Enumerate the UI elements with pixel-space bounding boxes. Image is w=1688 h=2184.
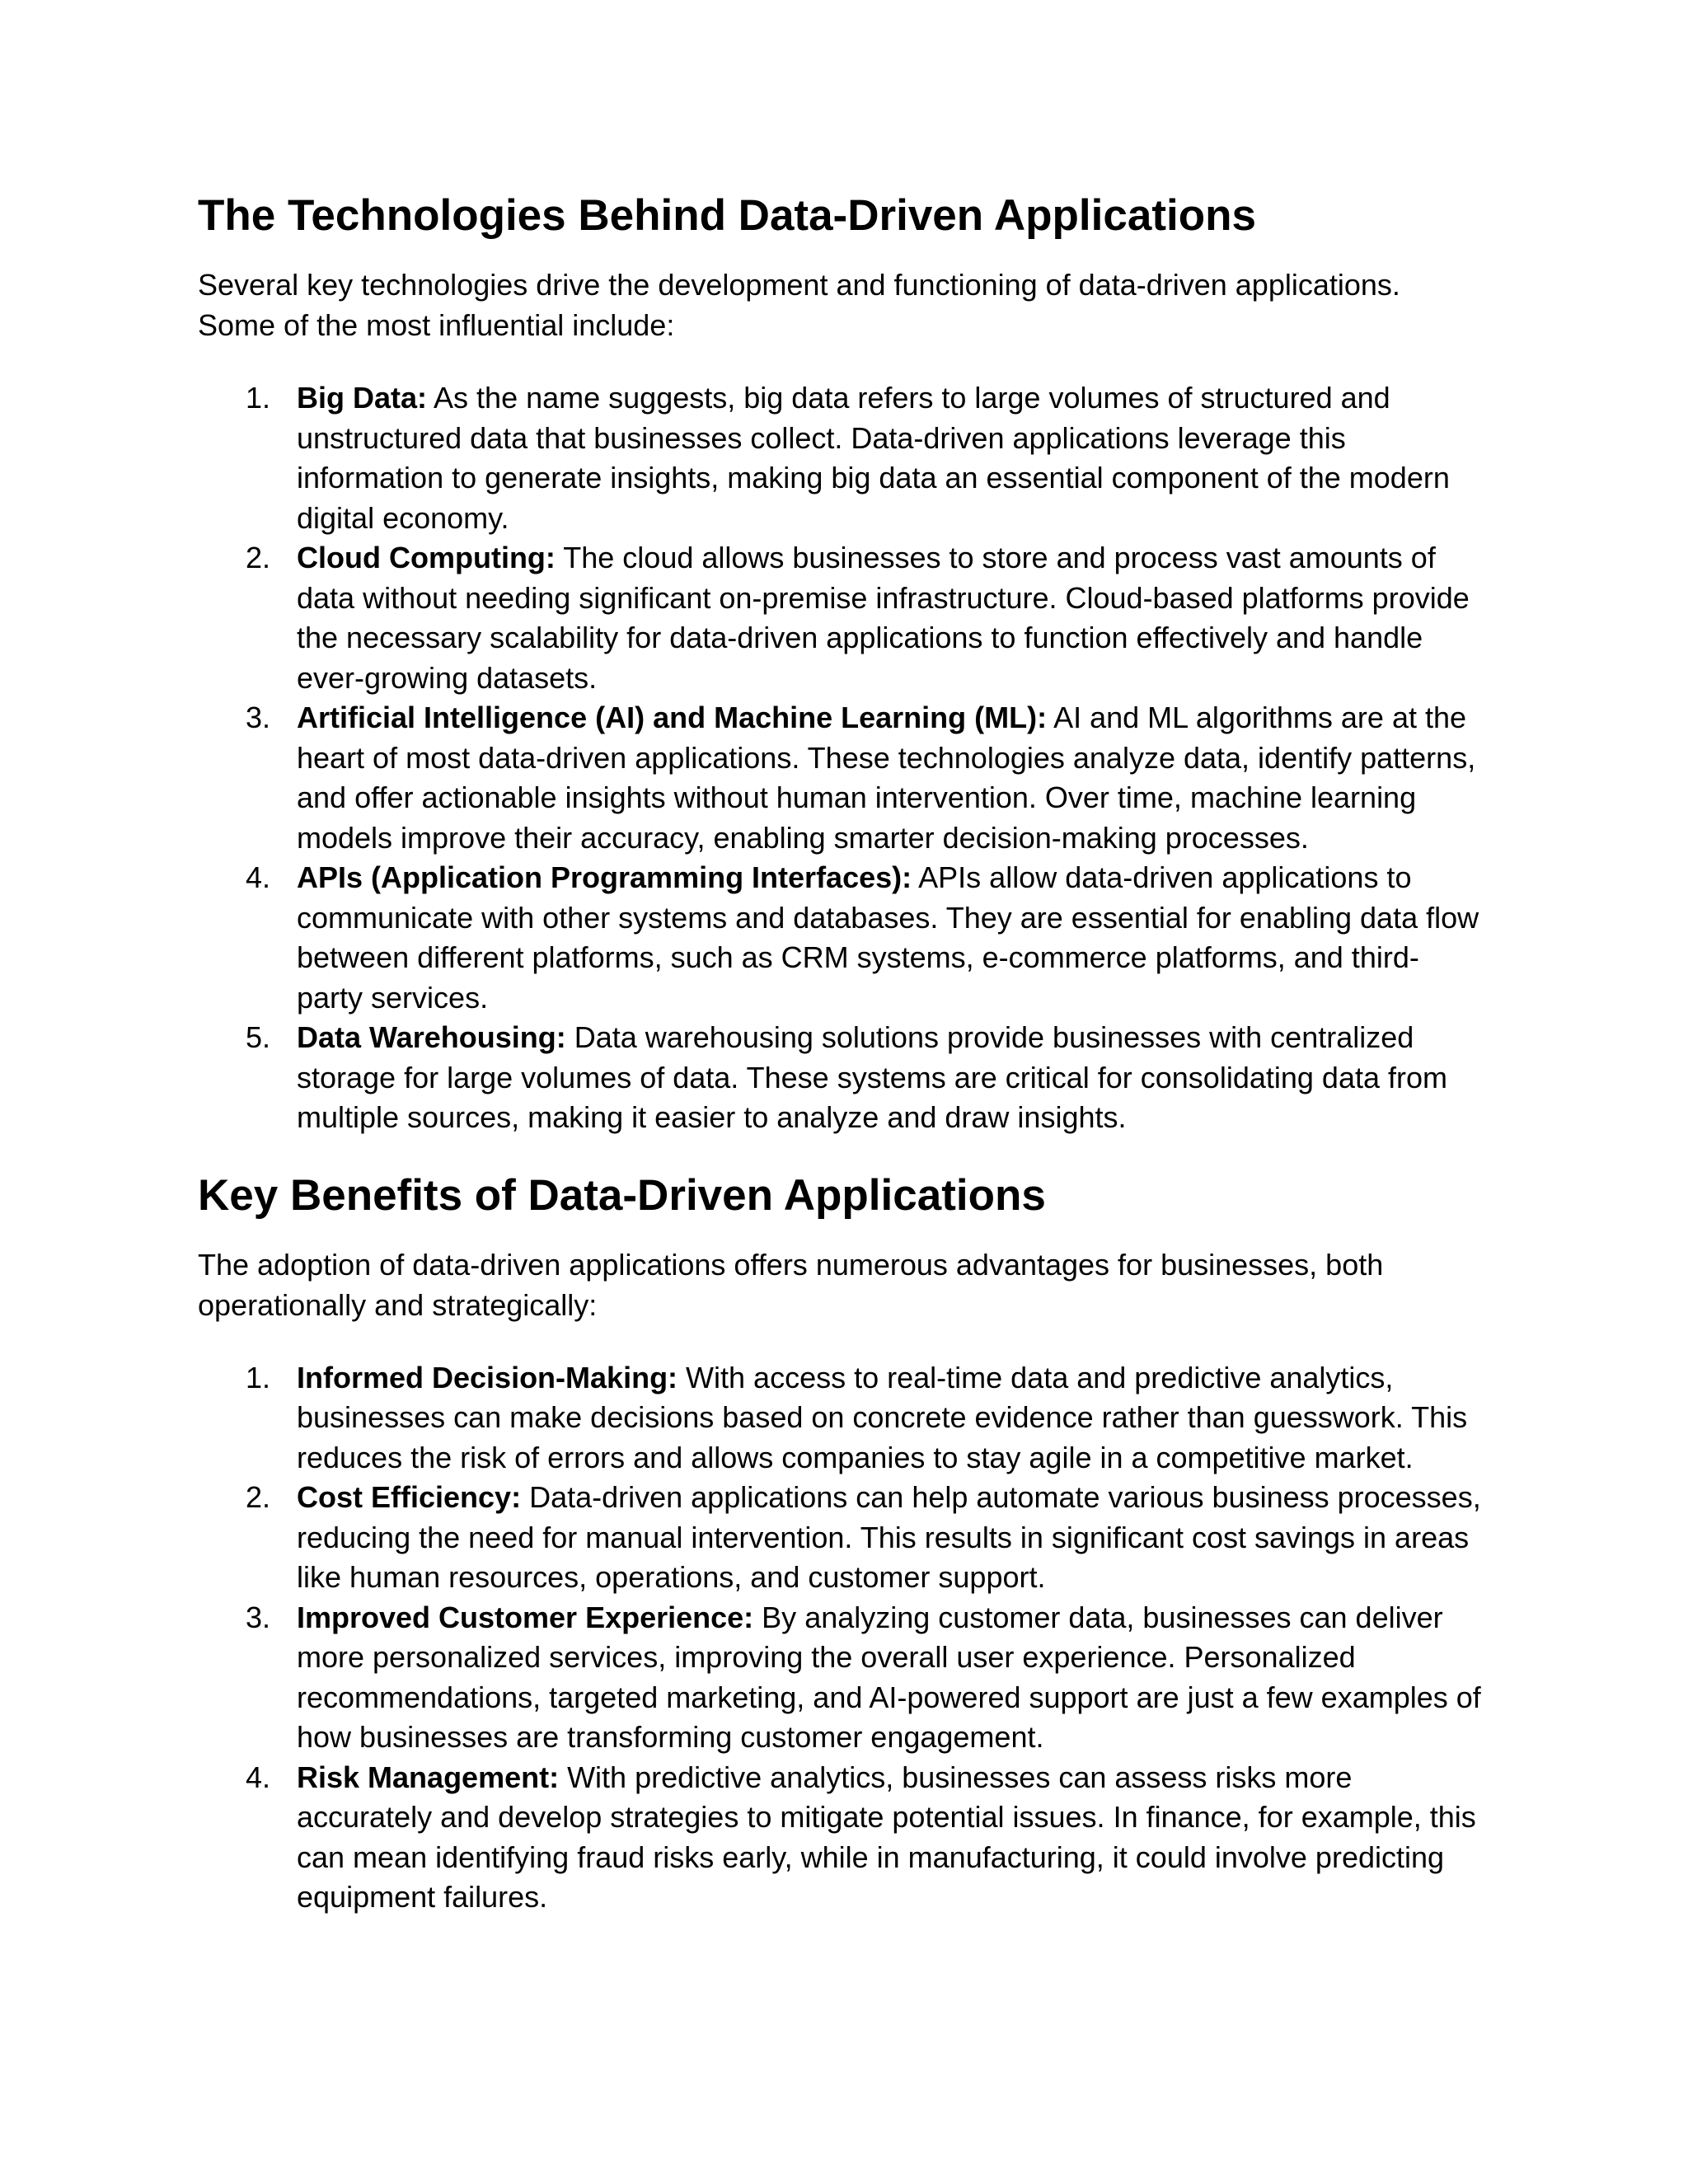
list-number: 4. (246, 860, 271, 894)
list-item-term: Improved Customer Experience: (297, 1600, 754, 1634)
list-number: 5. (246, 1020, 271, 1054)
section-intro-technologies: Several key technologies drive the development and functioning of data-driven applications. Some of the most influential include: (198, 268, 1400, 342)
section-title-technologies: The Technologies Behind Data-Driven Applications (198, 191, 1256, 240)
list-item (198, 698, 1484, 858)
list-item-term: Cloud Computing: (297, 541, 556, 574)
list-item (198, 1758, 1484, 1918)
list-item-term: Informed Decision-Making: (297, 1360, 678, 1394)
list-item-text: APIs allow data-driven applications to communicate with other systems and databases. They are essential for enabling data flow between different platforms, such as CRM systems, e-commerce platforms, and third-party services. (297, 860, 1479, 1015)
list-item-term: Big Data: (297, 381, 428, 415)
list-item-term: APIs (Application Programming Interfaces): (297, 860, 912, 894)
list-item-term: Risk Management: (297, 1760, 560, 1794)
benefits-list (198, 1358, 1484, 1918)
list-number: 3. (246, 701, 271, 734)
list-item (198, 1018, 1484, 1138)
list-item-text: With predictive analytics, businesses can assess risks more accurately and develop strategies to mitigate potential issues. In finance, for example, this can mean identifying fraud risks early, while in manufacturing, it could involve predicting equipment failures. (297, 1760, 1476, 1914)
list-item (198, 1478, 1484, 1598)
list-number: 3. (246, 1600, 271, 1634)
list-number: 1. (246, 1360, 271, 1394)
technologies-list (198, 378, 1484, 1138)
list-item (198, 378, 1484, 538)
section-intro-benefits: The adoption of data-driven applications offers numerous advantages for businesses, both operationally and strategically: (198, 1247, 1384, 1322)
list-number: 2. (246, 1480, 271, 1514)
list-item-text: Data-driven applications can help automate various business processes, reducing the need for manual intervention. This results in significant cost savings in areas like human resources, operations, and customer support. (297, 1480, 1481, 1594)
list-item (198, 858, 1484, 1018)
list-number: 1. (246, 381, 271, 415)
list-item-text: With access to real-time data and predictive analytics, businesses can make decisions based on concrete evidence rather than guesswork. This reduces the risk of errors and allows companies to stay agile in a competitive market. (297, 1360, 1468, 1474)
list-number: 2. (246, 541, 271, 574)
list-item-text: AI and ML algorithms are at the heart of most data-driven applications. These technologies analyze data, identify patterns, and offer actionable insights without human intervention. Over time, machine learning models improve their accuracy, enabling smarter decision-making processes. (297, 701, 1476, 855)
list-item (198, 1358, 1484, 1479)
document-page (198, 190, 1484, 1918)
section-title-benefits: Key Benefits of Data-Driven Applications (198, 1170, 1046, 1220)
list-item-term: Cost Efficiency: (297, 1480, 522, 1514)
list-item-term: Data Warehousing: (297, 1020, 566, 1054)
list-item-text: The cloud allows businesses to store and process vast amounts of data without needing significant on-premise infrastructure. Cloud-based platforms provide the necessary scalability for data-driven applications to function effectively and handle ever-growing datasets. (297, 541, 1470, 695)
list-item-text: Data warehousing solutions provide businesses with centralized storage for large volumes of data. These systems are critical for consolidating data from multiple sources, making it easier to analyze and draw insights. (297, 1020, 1447, 1134)
list-item-text: As the name suggests, big data refers to large volumes of structured and unstructured data that businesses collect. Data-driven applications leverage this information to generate insights, making big data an essential component of the modern digital economy. (297, 381, 1450, 535)
list-item-text: By analyzing customer data, businesses can deliver more personalized services, improving the overall user experience. Personalized recommendations, targeted marketing, and AI-powered support are just a few examples of how businesses are transforming customer engagement. (297, 1600, 1481, 1754)
list-item (198, 1598, 1484, 1758)
list-item (198, 538, 1484, 698)
list-number: 4. (246, 1760, 271, 1794)
list-item-term: Artificial Intelligence (AI) and Machine Learning (ML): (297, 701, 1048, 734)
